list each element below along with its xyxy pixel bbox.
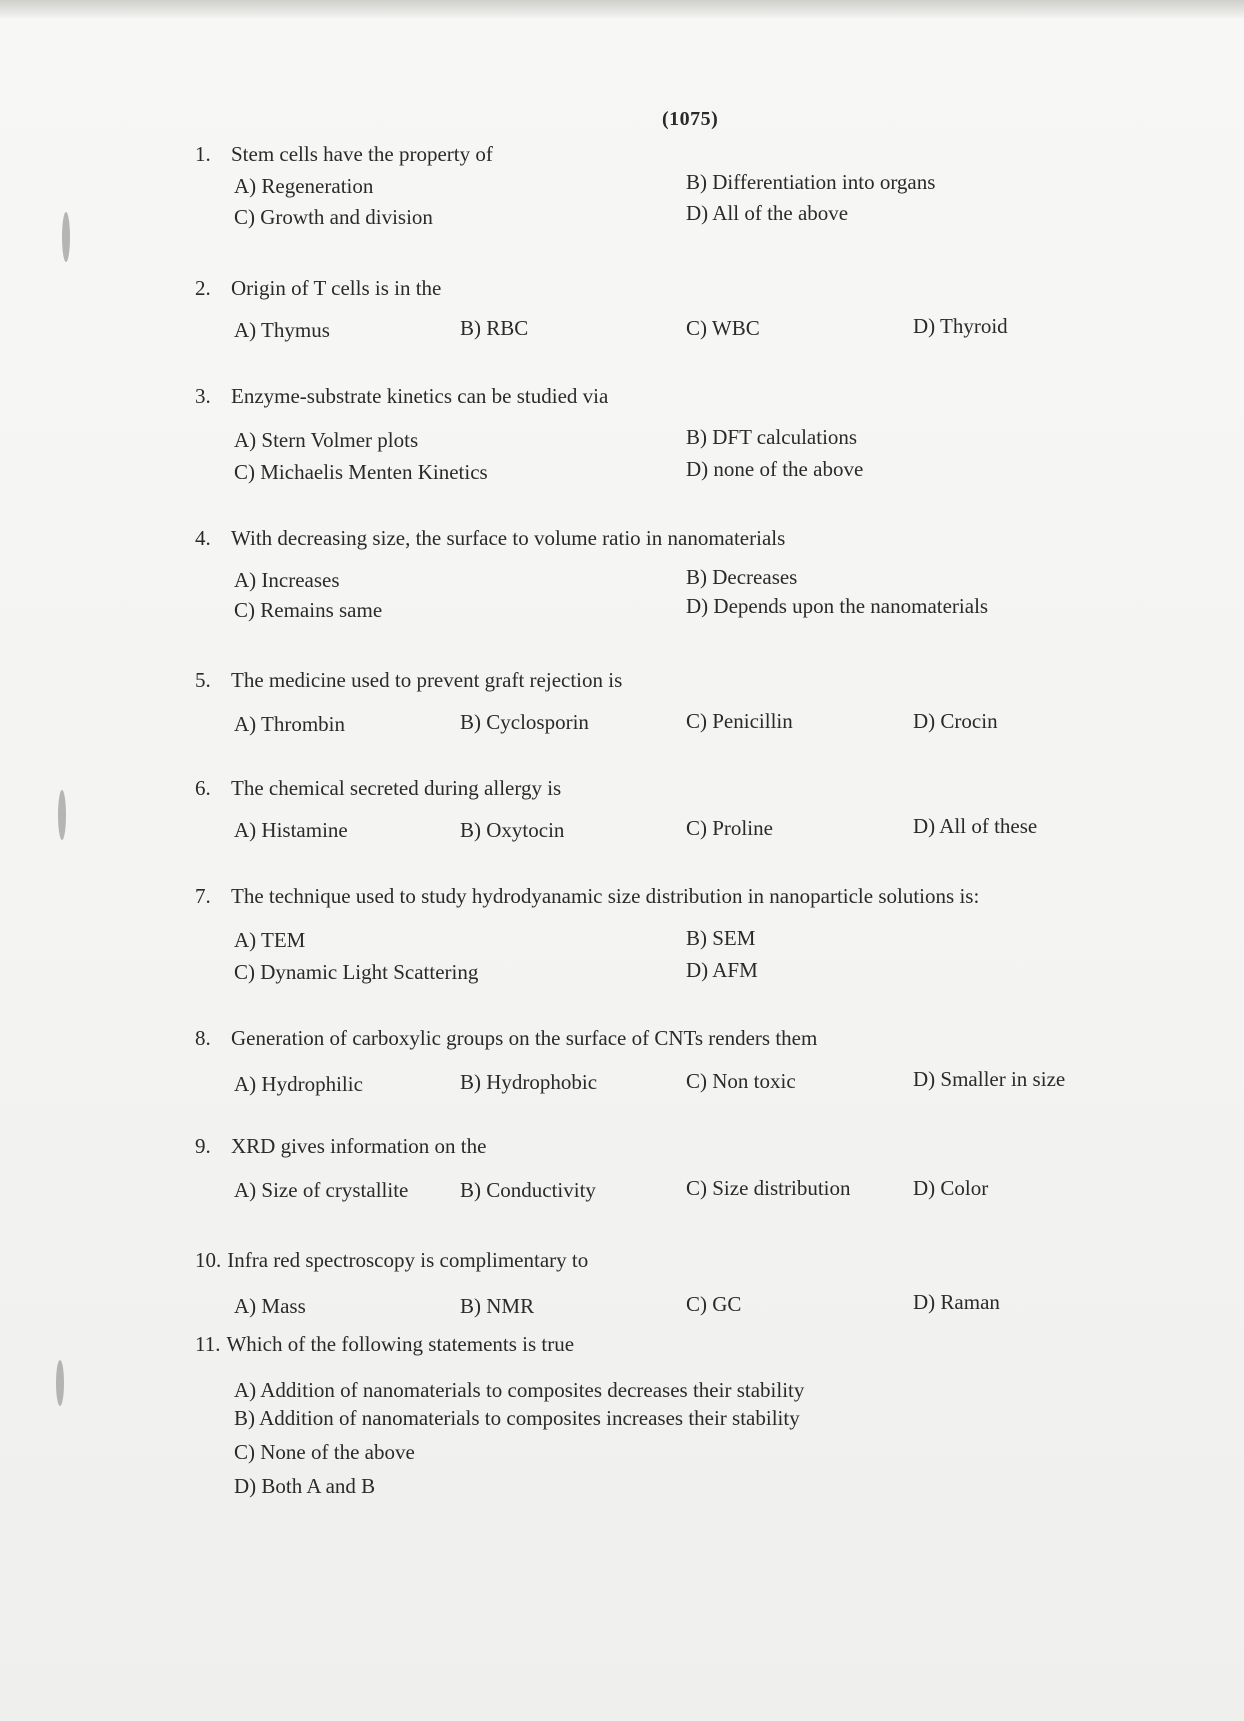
- option-a: A) Thrombin: [234, 712, 346, 736]
- question-stem: [195, 1026, 817, 1051]
- question-number: 2.: [195, 276, 211, 300]
- option-c: C) GC: [686, 1292, 742, 1316]
- option-d: D) Raman: [913, 1290, 1000, 1314]
- option-b: B) SEM: [686, 926, 756, 950]
- option-d: D) All of these: [913, 814, 1038, 838]
- question-number: 6.: [195, 776, 211, 800]
- option-d: D) Both A and B: [234, 1474, 376, 1498]
- option-b: B) Differentiation into organs: [686, 170, 936, 194]
- option-a: A) Increases: [234, 568, 340, 592]
- option-a: A) Addition of nanomaterials to composites decreases their stability: [234, 1378, 805, 1402]
- question-stem: [195, 142, 493, 167]
- option-a: A) Regeneration: [234, 174, 374, 198]
- punch-mark: [56, 1360, 64, 1406]
- option-b: B) Oxytocin: [460, 818, 565, 842]
- option-d: D) Thyroid: [913, 314, 1008, 338]
- question-stem: [195, 1332, 574, 1357]
- option-a: A) Stern Volmer plots: [234, 428, 419, 452]
- option-b: B) Decreases: [686, 565, 798, 589]
- option-d: D) Depends upon the nanomaterials: [686, 594, 989, 618]
- option-a: A) Histamine: [234, 818, 348, 842]
- question-text: Which of the following statements is true: [226, 1332, 575, 1356]
- question-stem: [195, 776, 561, 801]
- option-d: D) AFM: [686, 958, 758, 982]
- option-c: C) Penicillin: [686, 709, 793, 733]
- question-stem: [195, 384, 608, 409]
- question-number: 11.: [195, 1332, 221, 1356]
- punch-mark: [62, 212, 70, 262]
- option-c: C) Remains same: [234, 598, 383, 622]
- option-a: A) Thymus: [234, 318, 330, 342]
- option-d: D) Color: [913, 1176, 989, 1200]
- option-c: C) Dynamic Light Scattering: [234, 960, 479, 984]
- question-text: Stem cells have the property of: [231, 142, 493, 166]
- option-d: D) Crocin: [913, 709, 998, 733]
- question-stem: [195, 526, 785, 551]
- question-number: 10.: [195, 1248, 222, 1272]
- option-d: D) Smaller in size: [913, 1067, 1066, 1091]
- option-c: C) Michaelis Menten Kinetics: [234, 460, 488, 484]
- option-d: D) All of the above: [686, 201, 849, 225]
- question-text: Enzyme-substrate kinetics can be studied via: [231, 384, 609, 408]
- option-c: C) Growth and division: [234, 205, 433, 229]
- question-text: XRD gives information on the: [231, 1134, 487, 1158]
- question-number: 7.: [195, 884, 211, 908]
- question-text: Generation of carboxylic groups on the surface of CNTs renders them: [231, 1026, 818, 1050]
- option-c: C) Size distribution: [686, 1176, 851, 1200]
- option-d: D) none of the above: [686, 457, 864, 481]
- question-number: 4.: [195, 526, 211, 550]
- question-text: The medicine used to prevent graft rejection is: [231, 668, 623, 692]
- question-stem: [195, 276, 441, 301]
- option-c: C) Proline: [686, 816, 773, 840]
- option-b: B) Hydrophobic: [460, 1070, 598, 1094]
- option-b: B) Cyclosporin: [460, 710, 589, 734]
- option-c: C) None of the above: [234, 1440, 415, 1464]
- question-text: Infra red spectroscopy is complimentary to: [227, 1248, 589, 1272]
- question-number: 5.: [195, 668, 211, 692]
- option-a: A) Size of crystallite: [234, 1178, 409, 1202]
- option-b: B) NMR: [460, 1294, 535, 1318]
- question-number: 3.: [195, 384, 211, 408]
- question-number: 8.: [195, 1026, 211, 1050]
- option-a: A) TEM: [234, 928, 306, 952]
- question-stem: [195, 884, 979, 909]
- option-b: B) DFT calculations: [686, 425, 858, 449]
- question-text: The technique used to study hydrodyanamic size distribution in nanoparticle solutions is:: [231, 884, 980, 908]
- option-b: B) Addition of nanomaterials to composites increases their stability: [234, 1406, 800, 1430]
- paper-code: (1075): [662, 108, 719, 130]
- option-b: B) RBC: [460, 316, 529, 340]
- question-text: With decreasing size, the surface to volume ratio in nanomaterials: [231, 526, 786, 550]
- question-text: The chemical secreted during allergy is: [231, 776, 562, 800]
- question-text: Origin of T cells is in the: [231, 276, 442, 300]
- option-c: C) Non toxic: [686, 1069, 796, 1093]
- question-number: 1.: [195, 142, 211, 166]
- question-stem: [195, 1134, 486, 1159]
- option-a: A) Hydrophilic: [234, 1072, 363, 1096]
- option-c: C) WBC: [686, 316, 760, 340]
- option-b: B) Conductivity: [460, 1178, 596, 1202]
- punch-mark: [58, 790, 66, 840]
- question-stem: [195, 1248, 588, 1273]
- question-number: 9.: [195, 1134, 211, 1158]
- option-a: A) Mass: [234, 1294, 306, 1318]
- question-stem: [195, 668, 622, 693]
